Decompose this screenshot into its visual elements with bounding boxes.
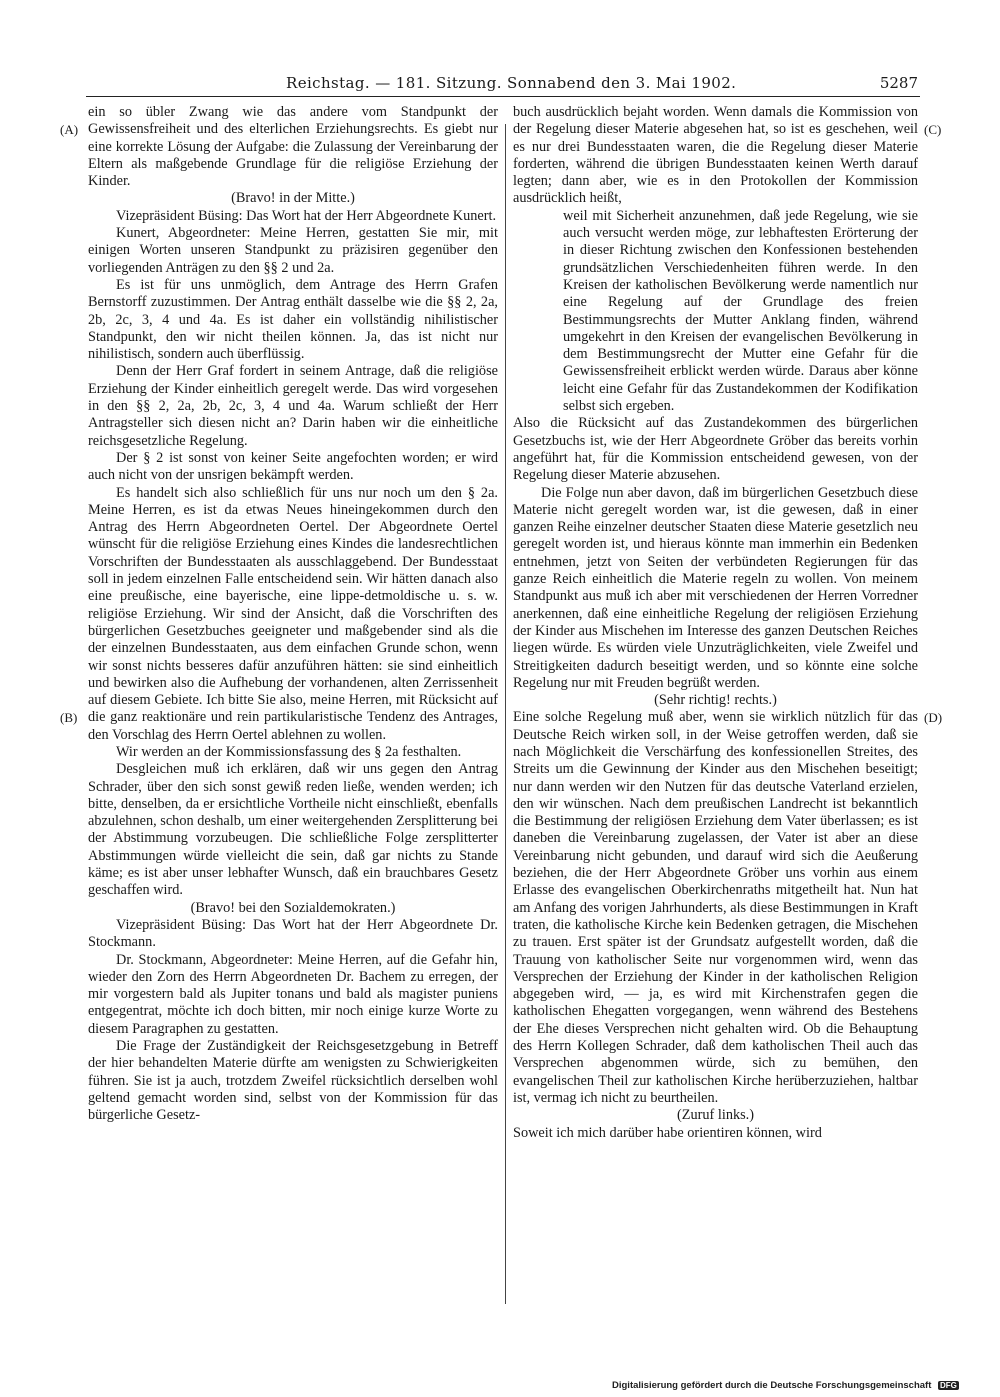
margin-marker-d: (D) (924, 710, 943, 725)
interjection: (Bravo! bei den Sozialdemokraten.) (190, 899, 396, 916)
speaker-paragraph: Vizepräsident Büsing: Das Wort hat der Herr Abgeordnete Kunert. (116, 207, 497, 224)
margin-marker-c: (C) (924, 122, 942, 137)
right-column (513, 104, 918, 1142)
paragraph: Die Frage der Zuständigkeit der Reichsgesetzgebung in Betreff der hier behandelten Materie dürfte am wenigsten zu Schwierigkeiten führen. Sie ist ja auch, trotzdem Zweifel rücksichtlich derselben wohl geltend gemacht worden sind, selbst von der Kommission für das bürgerliche Gesetz- (88, 1038, 498, 1124)
page-header (86, 74, 920, 97)
paragraph: Soweit ich mich darüber habe orientiren können, wird (513, 1124, 822, 1141)
credit-text: Digitalisierung gefördert durch die Deutsche Forschungsgemeinschaft (612, 1380, 932, 1391)
paragraph: Wir werden an der Kommissionsfassung des § 2a festhalten. (116, 743, 462, 760)
paragraph: Eine solche Regelung muß aber, wenn sie wirklich nützlich für das Deutsche Reich wirken soll, in der Weise getroffen werden, daß sie nach Möglichkeit die Verschärfung des konfessionellen Streites, des Streits um die Gewinnung der Kinder aus den Mischehen beseitigt; nur dann werden wir den Nutzen für das deutsche Vaterland erzielen, den wir wünschen. Nach dem preußischen Landrecht ist bekanntlich die Bestimmung der religiösen Erziehung dem Vater überlassen; es ist daneben die Vereinbarung zugelassen, der Vater ist aber an diese Vereinbarung nicht gebunden, und darauf wird sich die Aeußerung beziehen, die der Herr Abgeordnete Gröber uns vorhin aus einem Erlasse des evangelischen Oberkirchenraths mitgetheilt hat. Nun hat am Anfang des vorigen Jahrhunderts, als diese Bestimmungen in Kraft traten, die katholische Kirche kein Bedenken getragen, die Mischehen zu trauen. Erst später ist der Grundsatz aufgestellt worden, daß die Trauung von katholischer Seite nur vorgenommen wird, wenn das Versprechen der Erziehung der Kinder in der katholischen Religion abgegeben wird, — ja, es wird mit Kirchenstrafen gegen die katholischen Ehegatten vorgegangen, wenn während des Bestehens der Ehe dieses Versprechen nicht gehalten wird. Ob die Behauptung des Herrn Kollegen Schrader, daß dem katholischen Theil auch das Versprechen abgenommen würde, sich zu bemühen, den evangelischen Theil zur katholischen Kirche herüberzuziehen, haltbar ist, vermag ich nicht zu beurtheilen. (513, 709, 918, 1106)
block-quote: weil mit Sicherheit anzunehmen, daß jede Regelung, wie sie auch versucht werden möge, zur lebhaftesten Erörterung der in dieser Richtung zwischen den Konfessionen bestehenden grundsätzlichen Verschiedenheiten führen werde. In den Kreisen der katholischen Bevölkerung werde namentlich nur eine Regelung auf der Grundlage des freien Bestimmungsrechts der Mutter Anklang finden, während umgekehrt in den Kreisen der evangelischen Bevölkerung in dem Bestimmungsrecht der Mutter eine Gefahr für die Gewissensfreiheit erblickt werden würde. Daraus aber könne leicht eine Gefahr für das Zustandekommen der Kodifikation selbst sich ergeben. (563, 207, 918, 415)
paragraph: Desgleichen muß ich erklären, daß wir uns gegen den Antrag Schrader, über den sich sonst gewiß reden ließe, wenden werden; ich bitte, denselben, da er ersichtliche Vortheile nicht einschließt, ebenfalls abzulehnen, schon deshalb, um einer weitergehenden Zersplitterung bei der Abstimmung vorzubeugen. Die schließliche Folge zersplitterter Abstimmungen würde vielleicht die sein, daß gar nichts zu Stande käme; es ist aber unser lebhafter Wunsch, daß ein brauchbares Gesetz geschaffen wird. (88, 761, 498, 899)
dfg-logo: DFG (940, 1381, 957, 1390)
interjection: (Bravo! in der Mitte.) (231, 190, 355, 207)
paragraph: ein so übler Zwang wie das andere vom Standpunkt der Gewissensfreiheit und des elterlichen Erziehungsrechts. Es giebt nur eine korrekte Lösung der Aufgabe: die Zulassung der Vereinbarung der Eltern als maßgebende Grundlage für die religiöse Erziehung der Kinder. (88, 104, 498, 190)
paragraph: Der § 2 ist sonst von keiner Seite angefochten worden; er wird auch nicht von der unsrigen bekämpft werden. (88, 449, 498, 484)
page-number: 5287 (879, 74, 918, 92)
paragraph: Die Folge nun aber davon, daß im bürgerlichen Gesetzbuch diese Materie nicht geregelt worden war, ist die gewesen, daß in einer ganzen Reihe einzelner deutscher Staaten diese Materie gesetzlich neu geregelt worden ist, und hieraus könnte man immerhin ein Bedenken entnehmen, jetzt von Seiten der verbündeten Regierungen für das ganze Reich einheitlich die Materie regeln zu wollen. Von meinem Standpunkt aus muß ich aber mit verschiedenen der Herren Vorredner anerkennen, daß eine einheitliche Regelung der religiösen Erziehung der Kinder aus Mischehen im Interesse des ganzen Deutschen Reiches liegen würde. Es würden viele Unzuträglichkeiten, viele Zweifel und Streitigkeiten dadurch beseitigt werden, und so könnte eine solche Regelung nur mit Freuden begrüßt werden. (513, 484, 918, 691)
margin-marker-a: (A) (60, 122, 79, 137)
margin-marker-b: (B) (60, 710, 78, 725)
column-divider (505, 124, 506, 1304)
paragraph: Es ist für uns unmöglich, dem Antrage des Herrn Grafen Bernstorff zuzustimmen. Der Antrag enthält dasselbe wie die §§ 2, 2a, 2b, 2c, 3, 4 und 4a. Es ist daher ein vollständig nihilistischer Standpunkt, den wir nicht theilen können. Ja, das ist nicht nur nihilistisch, sondern auch überflüssig. (88, 276, 498, 363)
paragraph: Es handelt sich also schließlich für uns nur noch um den § 2a. Meine Herren, es ist da etwas Neues hineingekommen durch den Antrag des Herrn Abgeordneten Oertel. Der Abgeordnete Oertel wünscht für die religiöse Erziehung eines Kindes die landesrechtlichen Vorschriften der Bundesstaaten als ausschlaggebend. Der Bundesstaat soll in jedem einzelnen Falle entscheidend sein. Wir hätten danach also eine preußische, eine bayerische, eine lippe-detmoldische u. s. w. religiöse Erziehung. Wir sind der Ansicht, daß die Vorschriften des bürgerlichen Gesetzbuches geeigneter und maßgebender sind als die der einzelnen Bundesstaaten, aus dem einfachen Grunde schon, wenn wir sonst nichts besseres dafür anzuführen hätten: sie sind einheitlich und bewirken also die Aufhebung der vorhandenen, alten Zerrissenheit auf diesem Gebiete. Ich bitte Sie also, meine Herren, mit Rücksicht auf die ganz reaktionäre und rein partikularistische Tendenz des Antrages, den Vorschlag des Herrn Oertel ablehnen zu wollen. (88, 484, 498, 743)
interjection: (Zuruf links.) (676, 1107, 755, 1124)
speaker-paragraph: Vizepräsident Büsing: Das Wort hat der Herr Abgeordnete Dr. Stockmann. (88, 916, 498, 951)
paragraph: buch ausdrücklich bejaht worden. Wenn damals die Kommission von der Regelung dieser Materie abgesehen hat, so ist es geschehen, weil es nur drei Bundesstaaten waren, die die Regelung dieser Materie forderten, während die übrigen Bundesstaaten keinen Werth darauf legten; dann aber, wie es in den Protokollen der Kommission ausdrücklich heißt, (513, 104, 918, 207)
interjection: (Sehr richtig! rechts.) (654, 692, 777, 709)
speaker-paragraph: Kunert, Abgeordneter: Meine Herren, gestatten Sie mir, mit einigen Worten unseren Standpunkt zu präzisiren gegenüber den vorliegenden Anträgen zu den §§ 2 und 2a. (88, 225, 498, 276)
paragraph: Denn der Herr Graf fordert in seinem Antrage, daß die religiöse Erziehung der Kinder einheitlich geregelt werde. Das wird vorgesehen in den §§ 2, 2a, 2b, 2c, 3, 4 und 4a. Warum schließt der Herr Antragsteller sich diesen nicht an? Darin haben wir die einheitliche reichsgesetzliche Regelung. (88, 363, 498, 449)
header-title: Reichstag. — 181. Sitzung. Sonnabend den 3. Mai 1902. (286, 74, 737, 92)
digitization-credit (612, 1380, 959, 1391)
speaker-paragraph: Dr. Stockmann, Abgeordneter: Meine Herren, auf die Gefahr hin, wieder den Zorn des Herrn Abgeordneten Dr. Bachem zu erregen, der mir vorgestern bald als Jupiter tonans und bald als magister puniens entgegentrat, möchte ich doch bitten, mir noch einige kurze Worte zu diesem Paragraphen zu gestatten. (88, 951, 498, 1037)
paragraph: Also die Rücksicht auf das Zustandekommen des bürgerlichen Gesetzbuchs ist, wie der Herr Abgeordnete Gröber das bereits vorhin angeführt hat, für die Kommission entscheidend gewesen, von der Regelung dieser Materie abzusehen. (513, 415, 918, 484)
left-column (88, 104, 498, 1125)
